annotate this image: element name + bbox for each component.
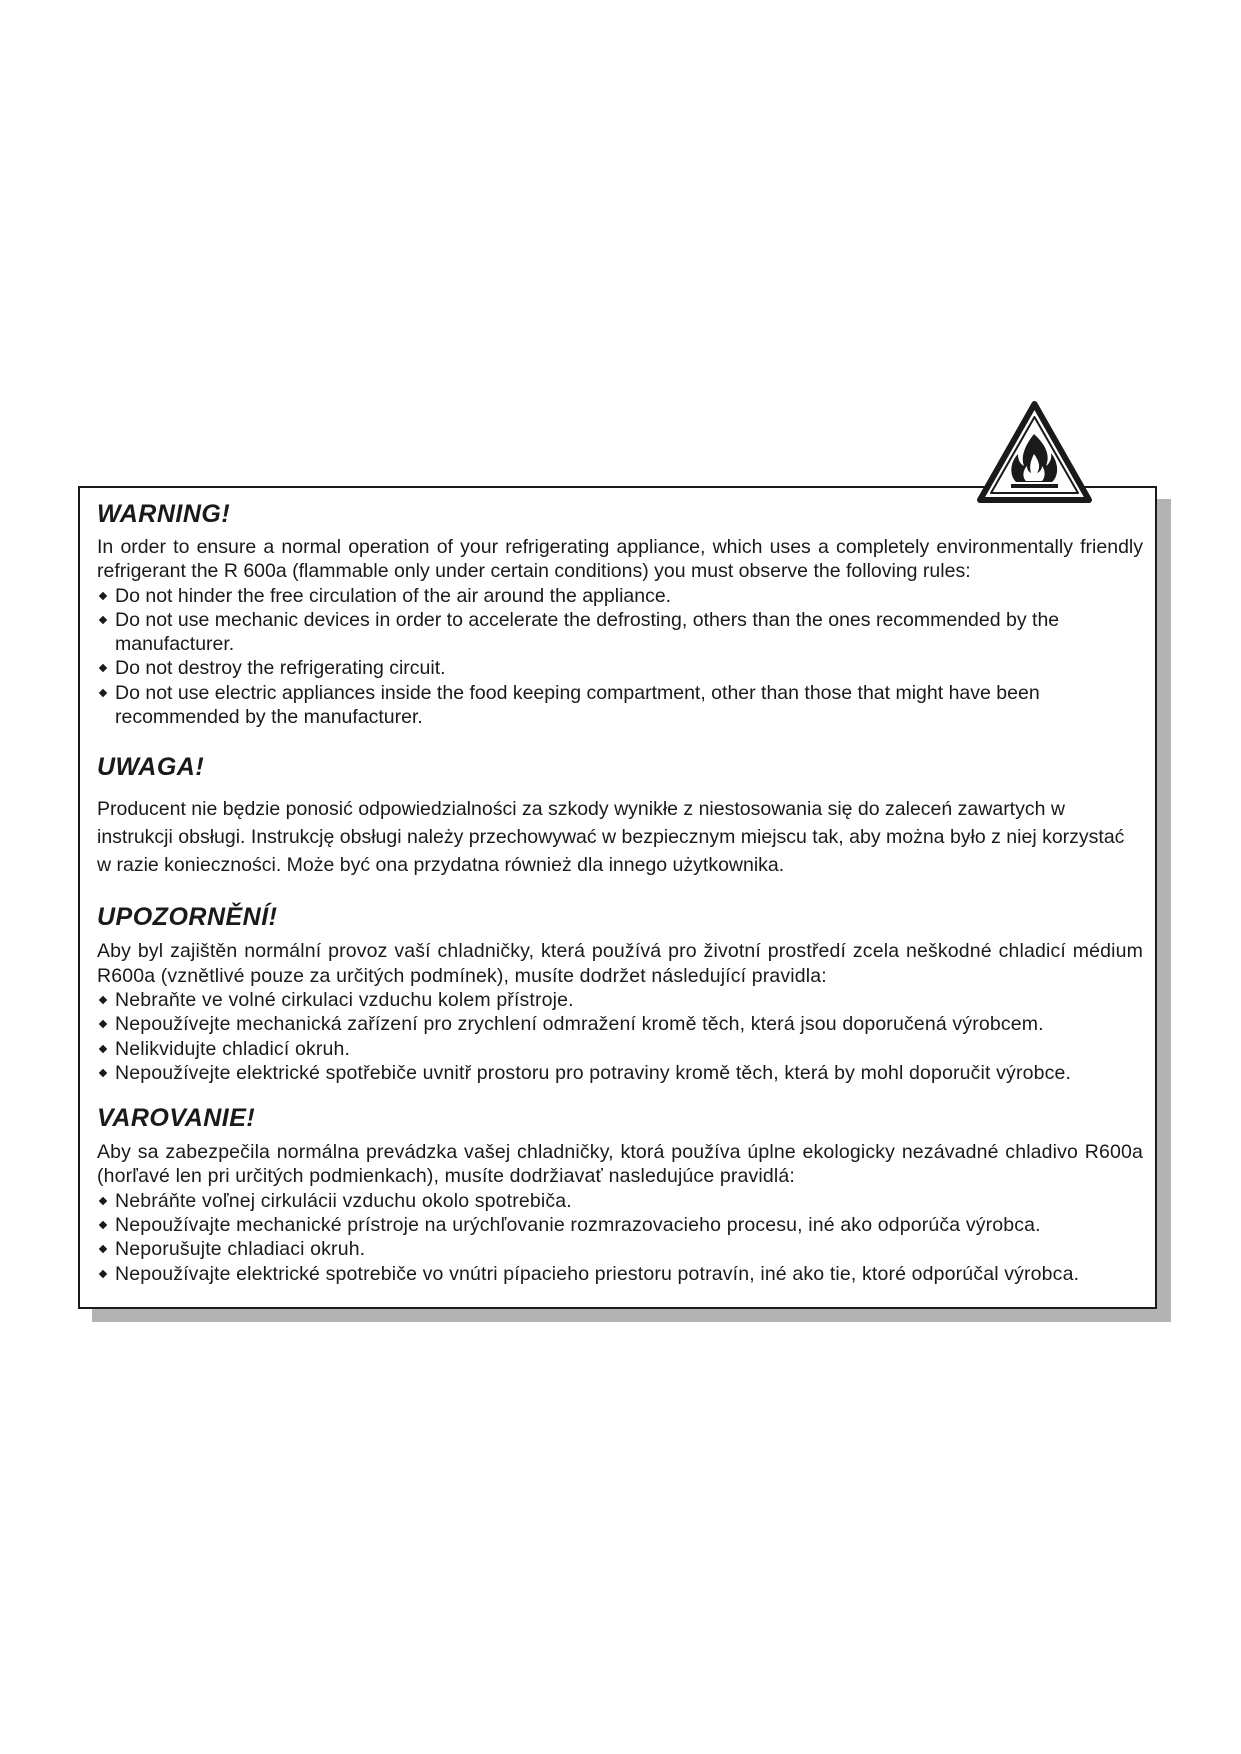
rule-item: Nelikvidujte chladicí okruh. (97, 1037, 1143, 1061)
rule-item: Nepoužívejte mechanická zařízení pro zrychlení odmražení kromě těch, která jsou doporučená výrobcem. (97, 1012, 1143, 1036)
warning-intro-sk: Aby sa zabezpečila normálna prevádzka vašej chladničky, ktorá používa úplne ekologicky nezávadné chladivo R600a (horľavé len pri určitých podmienkach), musíte dodržiavať nasledujúce pravidlá: (97, 1141, 1143, 1188)
warning-rules-sk (97, 1189, 1143, 1286)
bullet-icon (99, 1069, 107, 1077)
rule-item: Neporušujte chladiaci okruh. (97, 1237, 1143, 1261)
warning-section-en (97, 496, 1143, 729)
rule-item: Nepoužívejte elektrické spotřebiče uvnitř prostoru pro potraviny kromě těch, která by mohl doporučit výrobce. (97, 1061, 1143, 1085)
bullet-icon (99, 996, 107, 1004)
warning-rules-cz (97, 988, 1143, 1085)
bullet-icon (99, 664, 107, 672)
rule-item: Nepoužívajte mechanické prístroje na urýchľovanie rozmrazovacieho procesu, iné ako odporúča výrobca. (97, 1213, 1143, 1237)
warning-section-cz (97, 899, 1143, 1085)
warning-intro-cz: Aby byl zajištěn normální provoz vaší chladničky, která používá pro životní prostředí zcela neškodné chladicí médium R600a (vznětlivé pouze za určitých podmínek), musíte dodržet následující pravidla: (97, 940, 1143, 987)
warning-heading-pl: UWAGA! (97, 753, 205, 782)
rule-item: Nebraňte ve volné cirkulaci vzduchu kolem přístroje. (97, 988, 1143, 1012)
bullet-icon (99, 1269, 107, 1277)
warning-intro-en: In order to ensure a normal operation of your refrigerating appliance, which uses a completely environmentally friendly refrigerant the R 600a (flammable only under certain conditions) you must observe the folloving rules: (97, 536, 1143, 583)
rule-item: Do not use electric appliances inside the food keeping compartment, other than those that might have been recommended by the manufacturer. (97, 681, 1143, 730)
warning-heading-sk: VAROVANIE! (97, 1104, 256, 1133)
flammable-warning-icon (976, 400, 1093, 505)
rule-item: Do not use mechanic devices in order to accelerate the defrosting, others than the ones recommended by the manufacturer. (97, 608, 1143, 657)
warning-panel (78, 486, 1157, 1309)
bullet-icon (99, 1044, 107, 1052)
bullet-icon (99, 1197, 107, 1205)
bullet-icon (99, 1221, 107, 1229)
bullet-icon (99, 616, 107, 624)
rule-item: Nebráňte voľnej cirkulácii vzduchu okolo spotrebiča. (97, 1189, 1143, 1213)
rule-item: Nepoužívajte elektrické spotrebiče vo vnútri pípacieho priestoru potravín, iné ako tie, ktoré odporúčal výrobca. (97, 1262, 1143, 1286)
bullet-icon (99, 689, 107, 697)
bullet-icon (99, 1245, 107, 1253)
rule-item: Do not destroy the refrigerating circuit. (97, 656, 1143, 680)
warning-section-sk (97, 1100, 1143, 1286)
bullet-icon (99, 1020, 107, 1028)
warning-heading-en: WARNING! (97, 500, 231, 528)
rule-item: Do not hinder the free circulation of the air around the appliance. (97, 584, 1143, 608)
warning-heading-cz: UPOZORNĚNÍ! (97, 903, 278, 932)
warning-rules-en (97, 584, 1143, 730)
bullet-icon (99, 591, 107, 599)
warning-section-pl (97, 749, 1143, 879)
warning-body-pl: Producent nie będzie ponosić odpowiedzialności za szkody wynikłe z niestosowania się do zaleceń zawartych w instrukcji obsługi. Instrukcję obsługi należy przechowywać w bezpiecznym miejscu tak, aby można było z niej korzystać w razie konieczności. Może być ona przydatna również dla innego użytkownika. (97, 798, 1125, 877)
